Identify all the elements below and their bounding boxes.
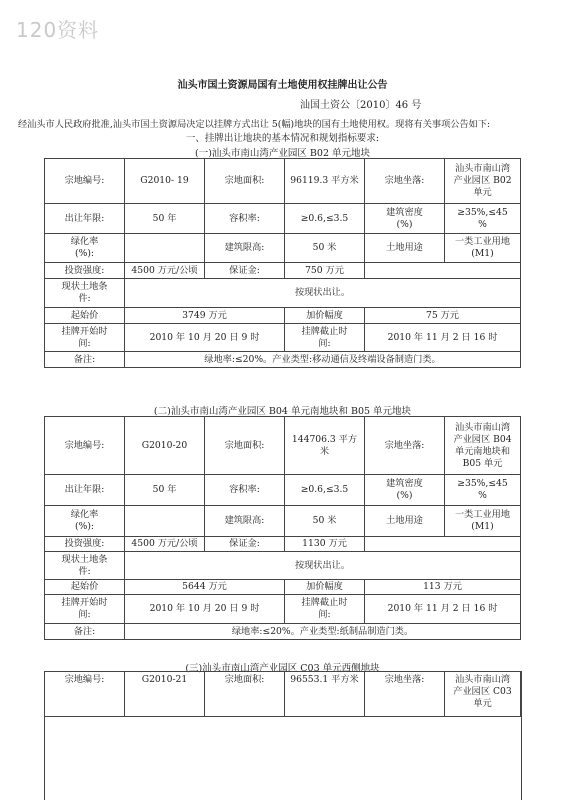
document-title: 汕头市国土资源局国有土地使用权挂牌出让公告 (177, 80, 388, 91)
density-value: ≥35%,≤45 % (445, 475, 521, 506)
label-term: 出让年限: (45, 204, 125, 234)
table-row (45, 279, 521, 308)
parcel-1-table (44, 158, 521, 368)
label-far: 容积率: (205, 475, 285, 506)
table-row (45, 159, 521, 204)
label-parcel-no: 宗地编号: (45, 672, 125, 717)
label-location: 宗地坐落: (365, 417, 445, 475)
remarks-value: 绿地率:≤20%。产业类型:移动通信及终端设备制造门类。 (125, 352, 521, 368)
start-time-value: 2010 年 10 月 20 日 9 时 (125, 595, 285, 624)
parcel-2-heading: (二)汕头市南山湾产业园区 B04 单元南地块和 B05 单元地块 (153, 406, 412, 417)
table-row (45, 552, 521, 580)
table-row (45, 417, 521, 475)
label-start-price: 起始价 (45, 580, 125, 595)
label-term: 出让年限: (45, 475, 125, 506)
label-density: 建筑密度 (%) (365, 475, 445, 506)
table-row (45, 234, 521, 263)
empty-cell (365, 537, 521, 552)
end-time-value: 2010 年 11 月 2 日 16 时 (365, 324, 521, 352)
parcel-no-value: G2010- 19 (125, 159, 205, 204)
label-height: 建筑限高: (205, 506, 285, 537)
label-increment: 加价幅度 (285, 308, 365, 324)
intro-paragraph: 经汕头市人民政府批准,汕头市国土资源局决定以挂牌方式出让 5(幅)地块的国有土地使用权。现将有关事项公告如下: (18, 119, 491, 130)
greening-value (125, 506, 205, 537)
label-use: 土地用途 (365, 506, 445, 537)
table-row (45, 672, 521, 717)
location-value: 汕头市南山湾 产业园区 B04 单元南地块和 B05 单元 (445, 417, 521, 475)
label-increment: 加价幅度 (285, 580, 365, 595)
height-value: 50 米 (285, 234, 365, 263)
table-row (45, 204, 521, 234)
table-row (45, 595, 521, 624)
parcel-no-value: G2010-21 (125, 672, 205, 717)
label-end-time: 挂牌截止时 间: (285, 595, 365, 624)
label-location: 宗地坐落: (365, 672, 445, 717)
label-invest: 投资强度: (45, 263, 125, 279)
far-value: ≥0.6,≤3.5 (285, 475, 365, 506)
remarks-value: 绿地率:≤20%。产业类型:纸制品制造门类。 (125, 624, 521, 640)
label-greening: 绿化率 (%): (45, 234, 125, 263)
label-invest: 投资强度: (45, 537, 125, 552)
start-time-value: 2010 年 10 月 20 日 9 时 (125, 324, 285, 352)
increment-value: 113 万元 (365, 580, 521, 595)
watermark: 120资料 (16, 18, 100, 42)
label-remarks: 备注: (45, 352, 125, 368)
document-number: 汕国土资公〔2010〕46 号 (300, 100, 422, 111)
label-area: 宗地面积: (205, 159, 285, 204)
density-value: ≥35%,≤45 % (445, 204, 521, 234)
label-deposit: 保证金: (205, 537, 285, 552)
table-row (45, 506, 521, 537)
label-end-time: 挂牌截止时 间: (285, 324, 365, 352)
area-value: 96553.1 平方米 (285, 672, 365, 717)
table-row (45, 475, 521, 506)
parcel-no-value: G2010-20 (125, 417, 205, 475)
label-density: 建筑密度 (%) (365, 204, 445, 234)
label-height: 建筑限高: (205, 234, 285, 263)
end-time-value: 2010 年 11 月 2 日 16 时 (365, 595, 521, 624)
parcel-1-heading: (一)汕头市南山湾产业园区 B02 单元地块 (194, 148, 371, 159)
invest-value: 4500 万元/公顷 (125, 263, 205, 279)
table-row (45, 324, 521, 352)
label-area: 宗地面积: (205, 672, 285, 717)
area-value: 96119.3 平方米 (285, 159, 365, 204)
table-row (45, 624, 521, 640)
status-value: 按现状出让。 (125, 279, 521, 308)
greening-value (125, 234, 205, 263)
location-value: 汕头市南山湾 产业园区 B02 单元 (445, 159, 521, 204)
far-value: ≥0.6,≤3.5 (285, 204, 365, 234)
increment-value: 75 万元 (365, 308, 521, 324)
table-row (45, 263, 521, 279)
label-location: 宗地坐落: (365, 159, 445, 204)
start-price-value: 5644 万元 (125, 580, 285, 595)
invest-value: 4500 万元/公顷 (125, 537, 205, 552)
label-start-time: 挂牌开始时 间: (45, 595, 125, 624)
use-value: 一类工业用地 (M1) (445, 234, 521, 263)
deposit-value: 750 万元 (285, 263, 365, 279)
label-use: 土地用途 (365, 234, 445, 263)
label-deposit: 保证金: (205, 263, 285, 279)
label-parcel-no: 宗地编号: (45, 159, 125, 204)
use-value: 一类工业用地 (M1) (445, 506, 521, 537)
status-value: 按现状出让。 (125, 552, 521, 580)
label-parcel-no: 宗地编号: (45, 417, 125, 475)
location-value: 汕头市南山湾 产业园区 C03 单元 (445, 672, 521, 717)
label-far: 容积率: (205, 204, 285, 234)
deposit-value: 1130 万元 (285, 537, 365, 552)
term-value: 50 年 (125, 204, 205, 234)
label-remarks: 备注: (45, 624, 125, 640)
table-row (45, 537, 521, 552)
label-status: 现状土地条 件: (45, 552, 125, 580)
start-price-value: 3749 万元 (125, 308, 285, 324)
label-start-price: 起始价 (45, 308, 125, 324)
parcel-2-table (44, 416, 521, 640)
parcel-3-table (44, 671, 521, 717)
label-status: 现状土地条 件: (45, 279, 125, 308)
area-value: 144706.3 平方 米 (285, 417, 365, 475)
term-value: 50 年 (125, 475, 205, 506)
table-row (45, 308, 521, 324)
height-value: 50 米 (285, 506, 365, 537)
table-row (45, 580, 521, 595)
table-row (45, 352, 521, 368)
empty-cell (365, 263, 521, 279)
section-heading-one: 一、挂牌出让地块的基本情况和规划指标要求: (185, 133, 380, 144)
label-start-time: 挂牌开始时 间: (45, 324, 125, 352)
label-greening: 绿化率 (%): (45, 506, 125, 537)
label-area: 宗地面积: (205, 417, 285, 475)
parcel-3-heading: (三)汕头市南山湾产业园区 C03 单元西侧地块 (185, 663, 380, 674)
